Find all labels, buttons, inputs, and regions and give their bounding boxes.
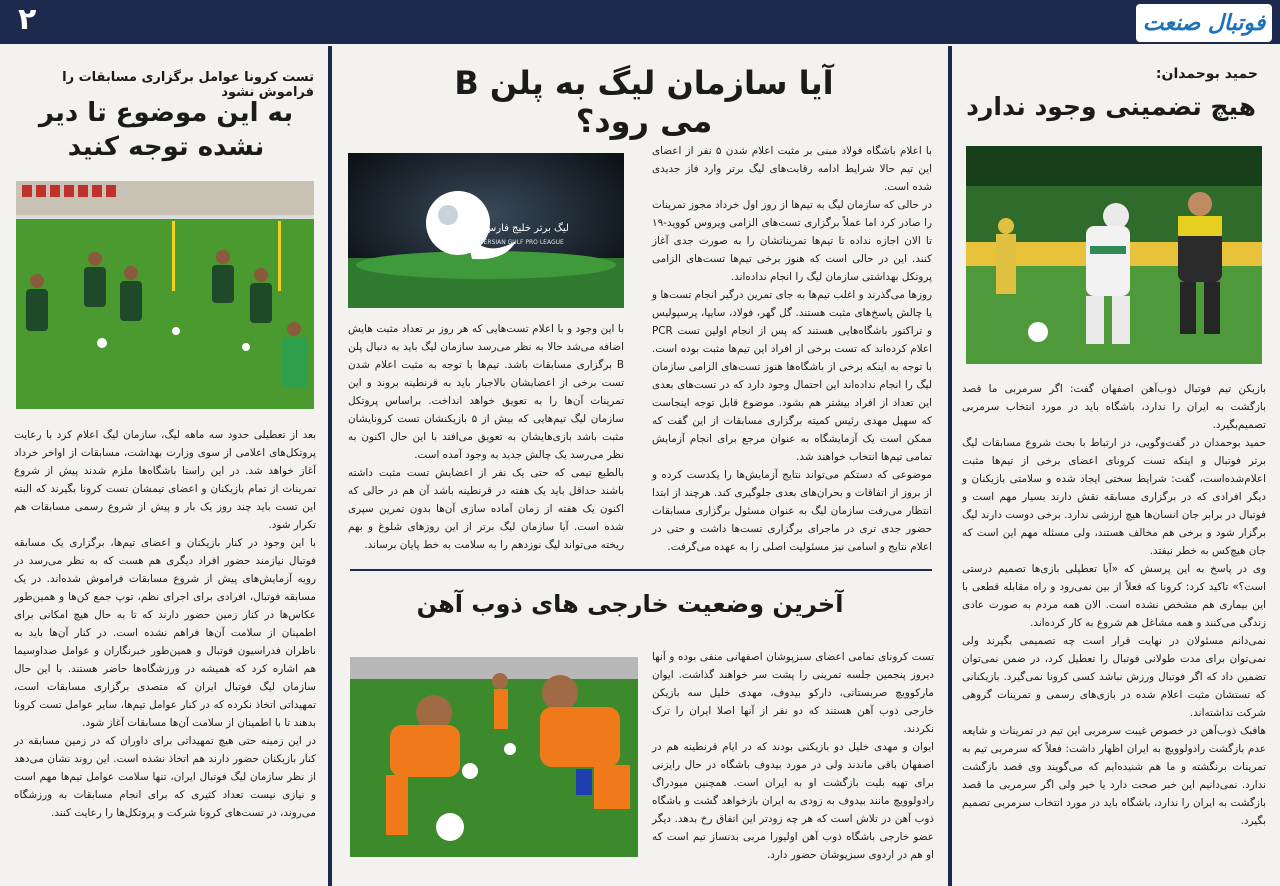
column-divider-right <box>948 46 952 886</box>
paragraph: روزها می‌گذرند و اغلب تیم‌ها به جای تمرین درگیر انجام تست‌ها و یا چالش پاسخ‌های مثبت هستند. گل گهر، فولاد، سایپا، پرسپولیس و تراکتور باشگاه‌هایی هستند که پس از انجام اولین تست PCR اعلام کرده‌اند که تست برخی از افراد این تیم‌ها مثبت بوده است. با توجه به اینکه برخی از باشگاه‌ها هنوز تست‌های الزامی سازمان لیگ را انجام نداده‌اند این احتمال وجود دارد که در تست‌های بعدی این تعداد از افراد بیشتر هم بشود. موضوع قابل توجه اینجاست که سهیل مهدی رئیس کمیته برگزاری مسابقات از این گفت که ممکن است یک آزمایشگاه به عنوان مرجع برای انجام آزمایش تمامی تیم‌ها انتخاب خواهند شد. <box>652 289 932 463</box>
paragraph: در این زمینه حتی هیچ تمهیداتی برای داوران که در زمین مسابقه در کنار بازیکنان حضور دارند هم اتخاذ نشده است. این روند نشان می‌دهد از نظر سازمان لیگ فوتبال ایران، تنها سلامت عوامل تیم‌ها مهم است و نیازی نیست تعداد کثیری که برای انجام مسابقات به ورزشگاه می‌روند، در تست‌های کرونا شرکت و پروتکل‌ها را رعایت کنند. <box>14 735 316 819</box>
goalkeepers-training-photo <box>350 657 638 857</box>
header-bar <box>0 0 1280 44</box>
right-article-photo <box>966 146 1262 364</box>
left-article-headline: به این موضوع تا دیر نشده توجه کنید <box>38 98 294 162</box>
league-logo-image <box>348 153 624 308</box>
center-article-body-left <box>348 320 624 560</box>
masthead-logo: فوتبال صنعت <box>1136 4 1272 42</box>
zob-ahan-article-body <box>652 648 934 868</box>
league-logo-subtext: PERSIAN GULF PRO LEAGUE <box>480 239 564 246</box>
paragraph: وی در پاسخ به این پرسش که «آیا تعطیلی بازی‌ها تصمیم درستی است؟» تاکید کرد: کرونا که فعلاً از بین نمی‌رود و راه مقابله قطعی با این بیماری هم مشخص نشده است. الان همه مردم به صورت عادی زندگی می‌کنند و همه مشاغل هم شروع به کار کرده‌اند. <box>962 563 1266 629</box>
zob-ahan-article-headline: آخرین وضعیت خارجی های ذوب آهن <box>416 590 844 618</box>
paragraph: بالطبع تیمی که حتی یک نفر از اعضایش تست مثبت داشته باشند حداقل باید یک هفته در قرنطینه باشد آن هم در حالی که اکنون یک هفته از زمان آماده سازی آن‌ها بدون تمرین سپری شده است. آیا سازمان لیگ برتر از این روزهای شلوغ و بهم ریخته می‌تواند لیگ نوزدهم را به سلامت به خط پایان برساند. <box>348 467 624 551</box>
center-article-body-right <box>652 142 932 560</box>
team-training-photo <box>16 181 314 409</box>
paragraph: تست کرونای تمامی اعضای سبزپوشان اصفهانی منفی بوده و آنها دیروز پنجمین جلسه تمرینی را پشت سر خواهند گذاشت. ایوان مارکوویچ صربستانی، دارکو بیدوف، مهدی خلیل سه بازیکن خارجی ذوب آهن هستند که دو نفر از آنها اصلا ایران را ترک نکردند. <box>652 651 934 735</box>
paragraph: نمی‌دانم مسئولان در نهایت قرار است چه تصمیمی بگیرند ولی نمی‌توان برای مدت طولانی فوتبال را تعطیل کرد، در ضمن نمی‌توان تضمین داد که اگر فوتبال ورزش نباشد کسی کرونا نمی‌گیرد. بازیکنانی که تستشان مثبت اعلام شده در بازی‌های رسمی و تمرینات گروهی شرکت نداشته‌اند. <box>962 635 1266 719</box>
left-article-body <box>14 426 316 870</box>
paragraph: در حالی که سازمان لیگ به تیم‌ها از روز اول خرداد مجوز تمرینات را صادر کرد اما عملاً برگزاری تست‌های الزامی ویروس کووید-۱۹ تا الان اجازه نداده تا تیم‌ها تمریناتشان را به صورت جدی آغاز کنند. این در حالی است که هنوز برخی تیم‌ها تست‌های الزامی پروتکل بهداشتی سازمان لیگ را انجام نداده‌اند. <box>652 199 932 283</box>
page-number: ۲ <box>18 2 37 37</box>
center-article-headline: آیا سازمان لیگ به پلن B می رود؟ <box>454 64 834 140</box>
paragraph: موضوعی که دستکم می‌تواند نتایج آزمایش‌ها را یکدست کرده و از بروز از اتفاقات و بحران‌های بعدی جلوگیری کند. هرچند از ابتدا انتظار می‌رفت سازمان لیگ به عنوان مسئول برگزاری مسابقات حضور جدی تری در ماجرای برگزاری تست‌ها داشت و حتی در اعلام نتایج و اسامی نیز مسئولیت اصلی را به عهده می‌گرفت. <box>652 469 932 553</box>
paragraph: با اعلام باشگاه فولاد مبنی بر مثبت اعلام شدن ۵ نفر از اعضای این تیم حالا شرایط ادامه رقابت‌های لیگ برتر وارد فاز جدیدی شده است. <box>652 145 932 193</box>
league-logo-text: لیگ برتر خلیج فارس <box>484 223 569 234</box>
paragraph: بعد از تعطیلی حدود سه ماهه لیگ، سازمان لیگ اعلام کرد با رعایت پروتکل‌های اعلامی از سوی وزارت بهداشت، مسابقات از اواخر خرداد آغاز خواهد شد. در این راستا باشگاه‌ها ملزم شدند پیش از شروع تمرینات از تمام بازیکنان و اعضای تیمشان تست کرونا بگیرند که البته این تست باید چند روز یک بار و پیش از شروع رسمی مسابقات هم تکرار شود. <box>14 429 316 531</box>
column-divider-left <box>328 46 332 886</box>
paragraph: هافبک ذوب‌آهن در خصوص غیبت سرمربی این تیم در تمرینات و شایعه عدم بازگشت رادولوویچ به ایران اظهار داشت: فعلاً که سرمربی تیم به تمرینات برنگشته و ما هم شنیده‌ایم که می‌گویند وی قصد بازگشت ندارد. نمی‌دانیم این خبر صحت دارد یا خیر ولی اگر سرمربی ما قصد بازگشت به ایران را ندارد، باشگاه باید در مورد انتخاب سرمربی تصمیم بگیرد. <box>962 725 1266 827</box>
paragraph: با این وجود در کنار بازیکنان و اعضای تیم‌ها، برگزاری یک مسابقه فوتبال نیازمند حضور افراد دیگری هم هست که به نظر می‌رسد در رویه آزمایش‌های پیش از شروع مسابقات فراموش شده‌اند. در یک مسابقه فوتبال، افرادی برای اجرای نظم، توپ جمع کن‌ها و همین‌طور عکاس‌ها در کنار زمین حضور دارند که تا به حال هیچ امکانی برای اطمینان از سلامت آن‌ها فراهم نشده است. در کنار آن‌ها باید به ناظران فدراسیون فوتبال و همین‌طور خبرنگاران و عوامل صداوسیما هم اشاره کرد که همیشه در ورزشگاه‌ها حاضر هستند. با این حال سازمان لیگ فوتبال ایران که متصدی برگزاری مسابقات است، تمهیداتی اتخاذ نکرده که در کنار عوامل تیم‌ها، سایر عوامل تست کرونا بدهند تا با اطمینان از سلامت آن‌ها مسابقات آغاز شود. <box>14 537 316 729</box>
right-article-kicker: حمید بوحمدان: <box>1155 66 1258 82</box>
paragraph: با این وجود و با اعلام تست‌هایی که هر روز بر تعداد مثبت هایش اضافه می‌شد حالا به نظر می‌رسد سازمان لیگ باید به دنبال پلن B برگزاری مسابقات باشد. تیم‌ها با توجه به مثبت اعلام شدن تست برخی از اعضایشان بالاجبار باید به قرنطینه بروند و این تمرینات آن‌ها را به تعویق خواهد انداخت. براساس پروتکل سازمان لیگ تیم‌هایی که بیش از ۵ بازیکنشان تست کرونایشان مثبت باشد بازی‌هایشان به تعویق می‌افتد با این حال اکنون به نظر می‌رسد یک چالش جدید به وجود آمده است. <box>348 323 624 461</box>
paragraph: ایوان و مهدی خلیل دو بازیکنی بودند که در ایام قرنطینه هم در اصفهان باقی ماندند ولی در مورد بیدوف باشگاه در حال رایزنی برای تهیه بلیت بازگشت او به ایران است. همچنین میودراگ رادولوویچ مانند بیدوف به زودی به ایران بازخواهد گشت و باشگاه ذوب آهن در تلاش است که هر چه زودتر این اتفاق رخ بدهد. دیگر عضو خارجی باشگاه ذوب آهن اولیورا مربی بدنساز تیم است که او هم در اردوی سبزپوشان حضور دارد. <box>652 741 934 861</box>
right-article-body <box>962 380 1266 870</box>
paragraph: حمید بوحمدان در گفت‌وگویی، در ارتباط با بحث شروع مسابقات لیگ برتر فوتبال و اینکه تست کرونای اعضای برخی از تیم‌ها مثبت اعلام‌شده‌است، گفت: شرایط سختی ایجاد شده و سلامتی بازیکنان و دیگر افرادی که در برگزاری مسابقه نقش دارند بسیار مهم است و فوتبال در برابر جان انسان‌ها هیچ ارزشی ندارد. برخی دوست دارند لیگ برگزار شود و برخی هم مخالف هستند، ولی مسئله مهم این است که جان هیچ‌کس به خطر نیفتد. <box>962 437 1266 557</box>
section-divider <box>350 569 932 571</box>
right-article-headline: هیچ تضمینی وجود ندارد <box>966 92 1256 121</box>
paragraph: بازیکن تیم فوتبال ذوب‌آهن اصفهان گفت: اگر سرمربی ما قصد بازگشت به ایران را ندارد، باشگاه باید در مورد انتخاب سرمربی تصمیم‌بگیرد. <box>962 383 1266 431</box>
left-article-kicker: تست کرونا عوامل برگزاری مسابقات را فراموش نشود <box>62 70 314 100</box>
